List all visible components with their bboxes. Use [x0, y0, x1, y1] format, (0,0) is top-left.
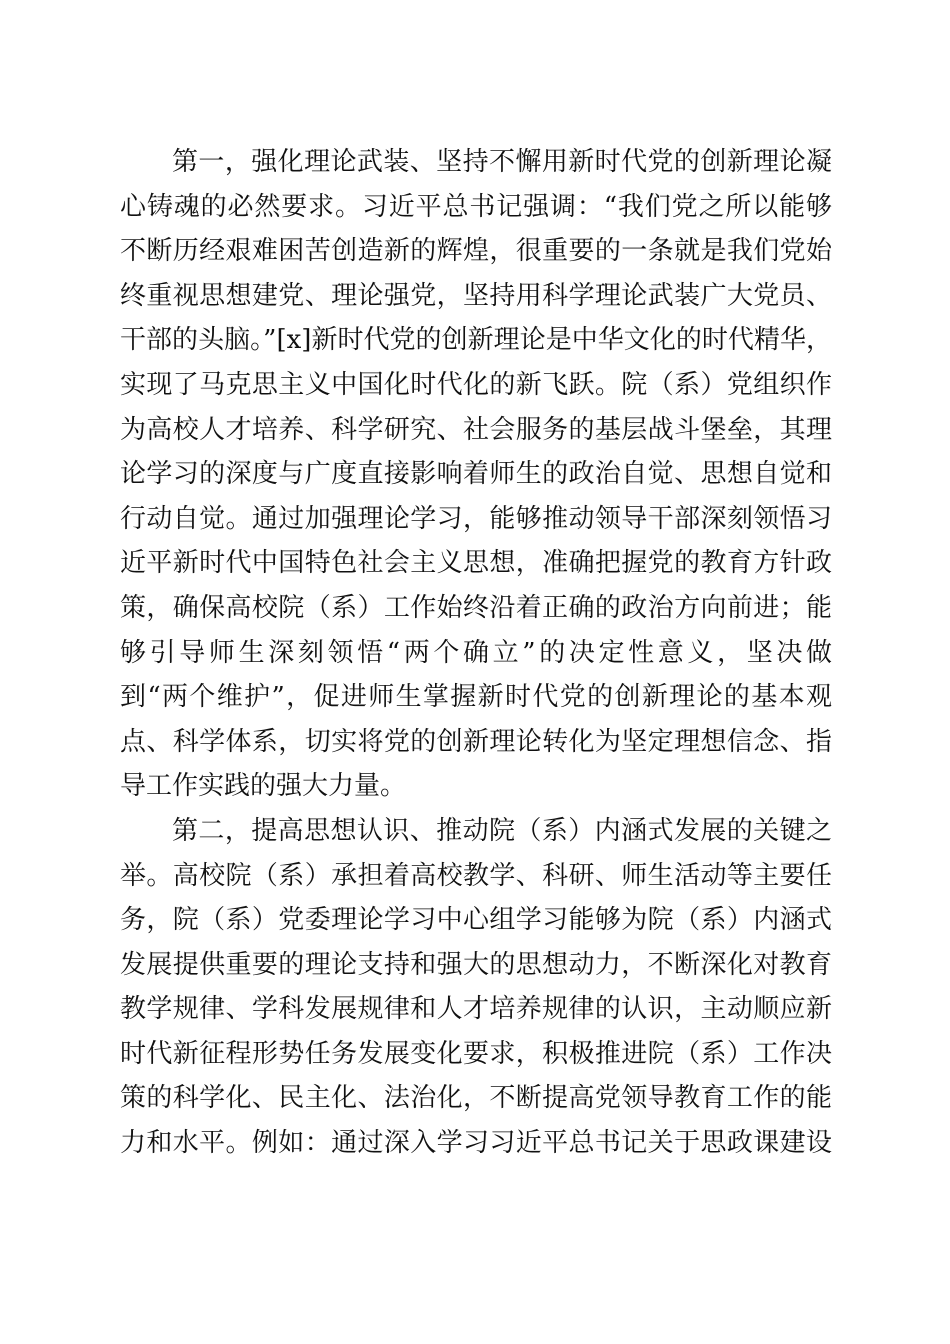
text-line: 够引导师生深刻领悟“两个确立”的决定性意义，坚决做 — [120, 637, 832, 668]
text-line: 干部的头脑。”[x]新时代党的创新理论是中华文化的时代精华， — [120, 325, 832, 356]
text-line: 近平新时代中国特色社会主义思想，准确把握党的教育方针政 — [120, 548, 832, 579]
text-line: 务，院（系）党委理论学习中心组学习能够为院（系）内涵式 — [120, 905, 832, 936]
text-line: 力和水平。例如：通过深入学习习近平总书记关于思政课建设 — [120, 1128, 832, 1159]
text-line: 策的科学化、民主化、法治化，不断提高党领导教育工作的能 — [120, 1083, 832, 1114]
text-line: 为高校人才培养、科学研究、社会服务的基层战斗堡垒，其理 — [120, 414, 832, 445]
text-line: 终重视思想建党、理论强党，坚持用科学理论武装广大党员、 — [120, 280, 832, 311]
paragraph-1 — [120, 140, 832, 809]
text-line: 心铸魂的必然要求。习近平总书记强调：“我们党之所以能够 — [120, 191, 832, 222]
text-line: 点、科学体系，切实将党的创新理论转化为坚定理想信念、指 — [120, 726, 832, 757]
text-line: 到“两个维护”，促进师生掌握新时代党的创新理论的基本观 — [120, 682, 832, 713]
text-line: 举。高校院（系）承担着高校教学、科研、师生活动等主要任 — [120, 860, 832, 891]
document-page — [120, 140, 832, 1166]
text-line: 时代新征程形势任务发展变化要求，积极推进院（系）工作决 — [120, 1038, 832, 1069]
text-line: 论学习的深度与广度直接影响着师生的政治自觉、思想自觉和 — [120, 459, 832, 490]
text-line: 发展提供重要的理论支持和强大的思想动力，不断深化对教育 — [120, 949, 832, 980]
text-line: 教学规律、学科发展规律和人才培养规律的认识，主动顺应新 — [120, 994, 832, 1025]
text-line: 行动自觉。通过加强理论学习，能够推动领导干部深刻领悟习 — [120, 503, 832, 534]
text-line: 实现了马克思主义中国化时代化的新飞跃。院（系）党组织作 — [120, 369, 832, 400]
paragraph-2 — [120, 809, 832, 1166]
text-line: 导工作实践的强大力量。 — [120, 771, 407, 802]
text-line: 第二，提高思想认识、推动院（系）内涵式发展的关键之 — [172, 815, 832, 846]
text-line: 不断历经艰难困苦创造新的辉煌，很重要的一条就是我们党始 — [120, 236, 832, 267]
text-line: 第一，强化理论武装、坚持不懈用新时代党的创新理论凝 — [172, 147, 832, 177]
text-line: 策，确保高校院（系）工作始终沿着正确的政治方向前进；能 — [120, 592, 832, 623]
